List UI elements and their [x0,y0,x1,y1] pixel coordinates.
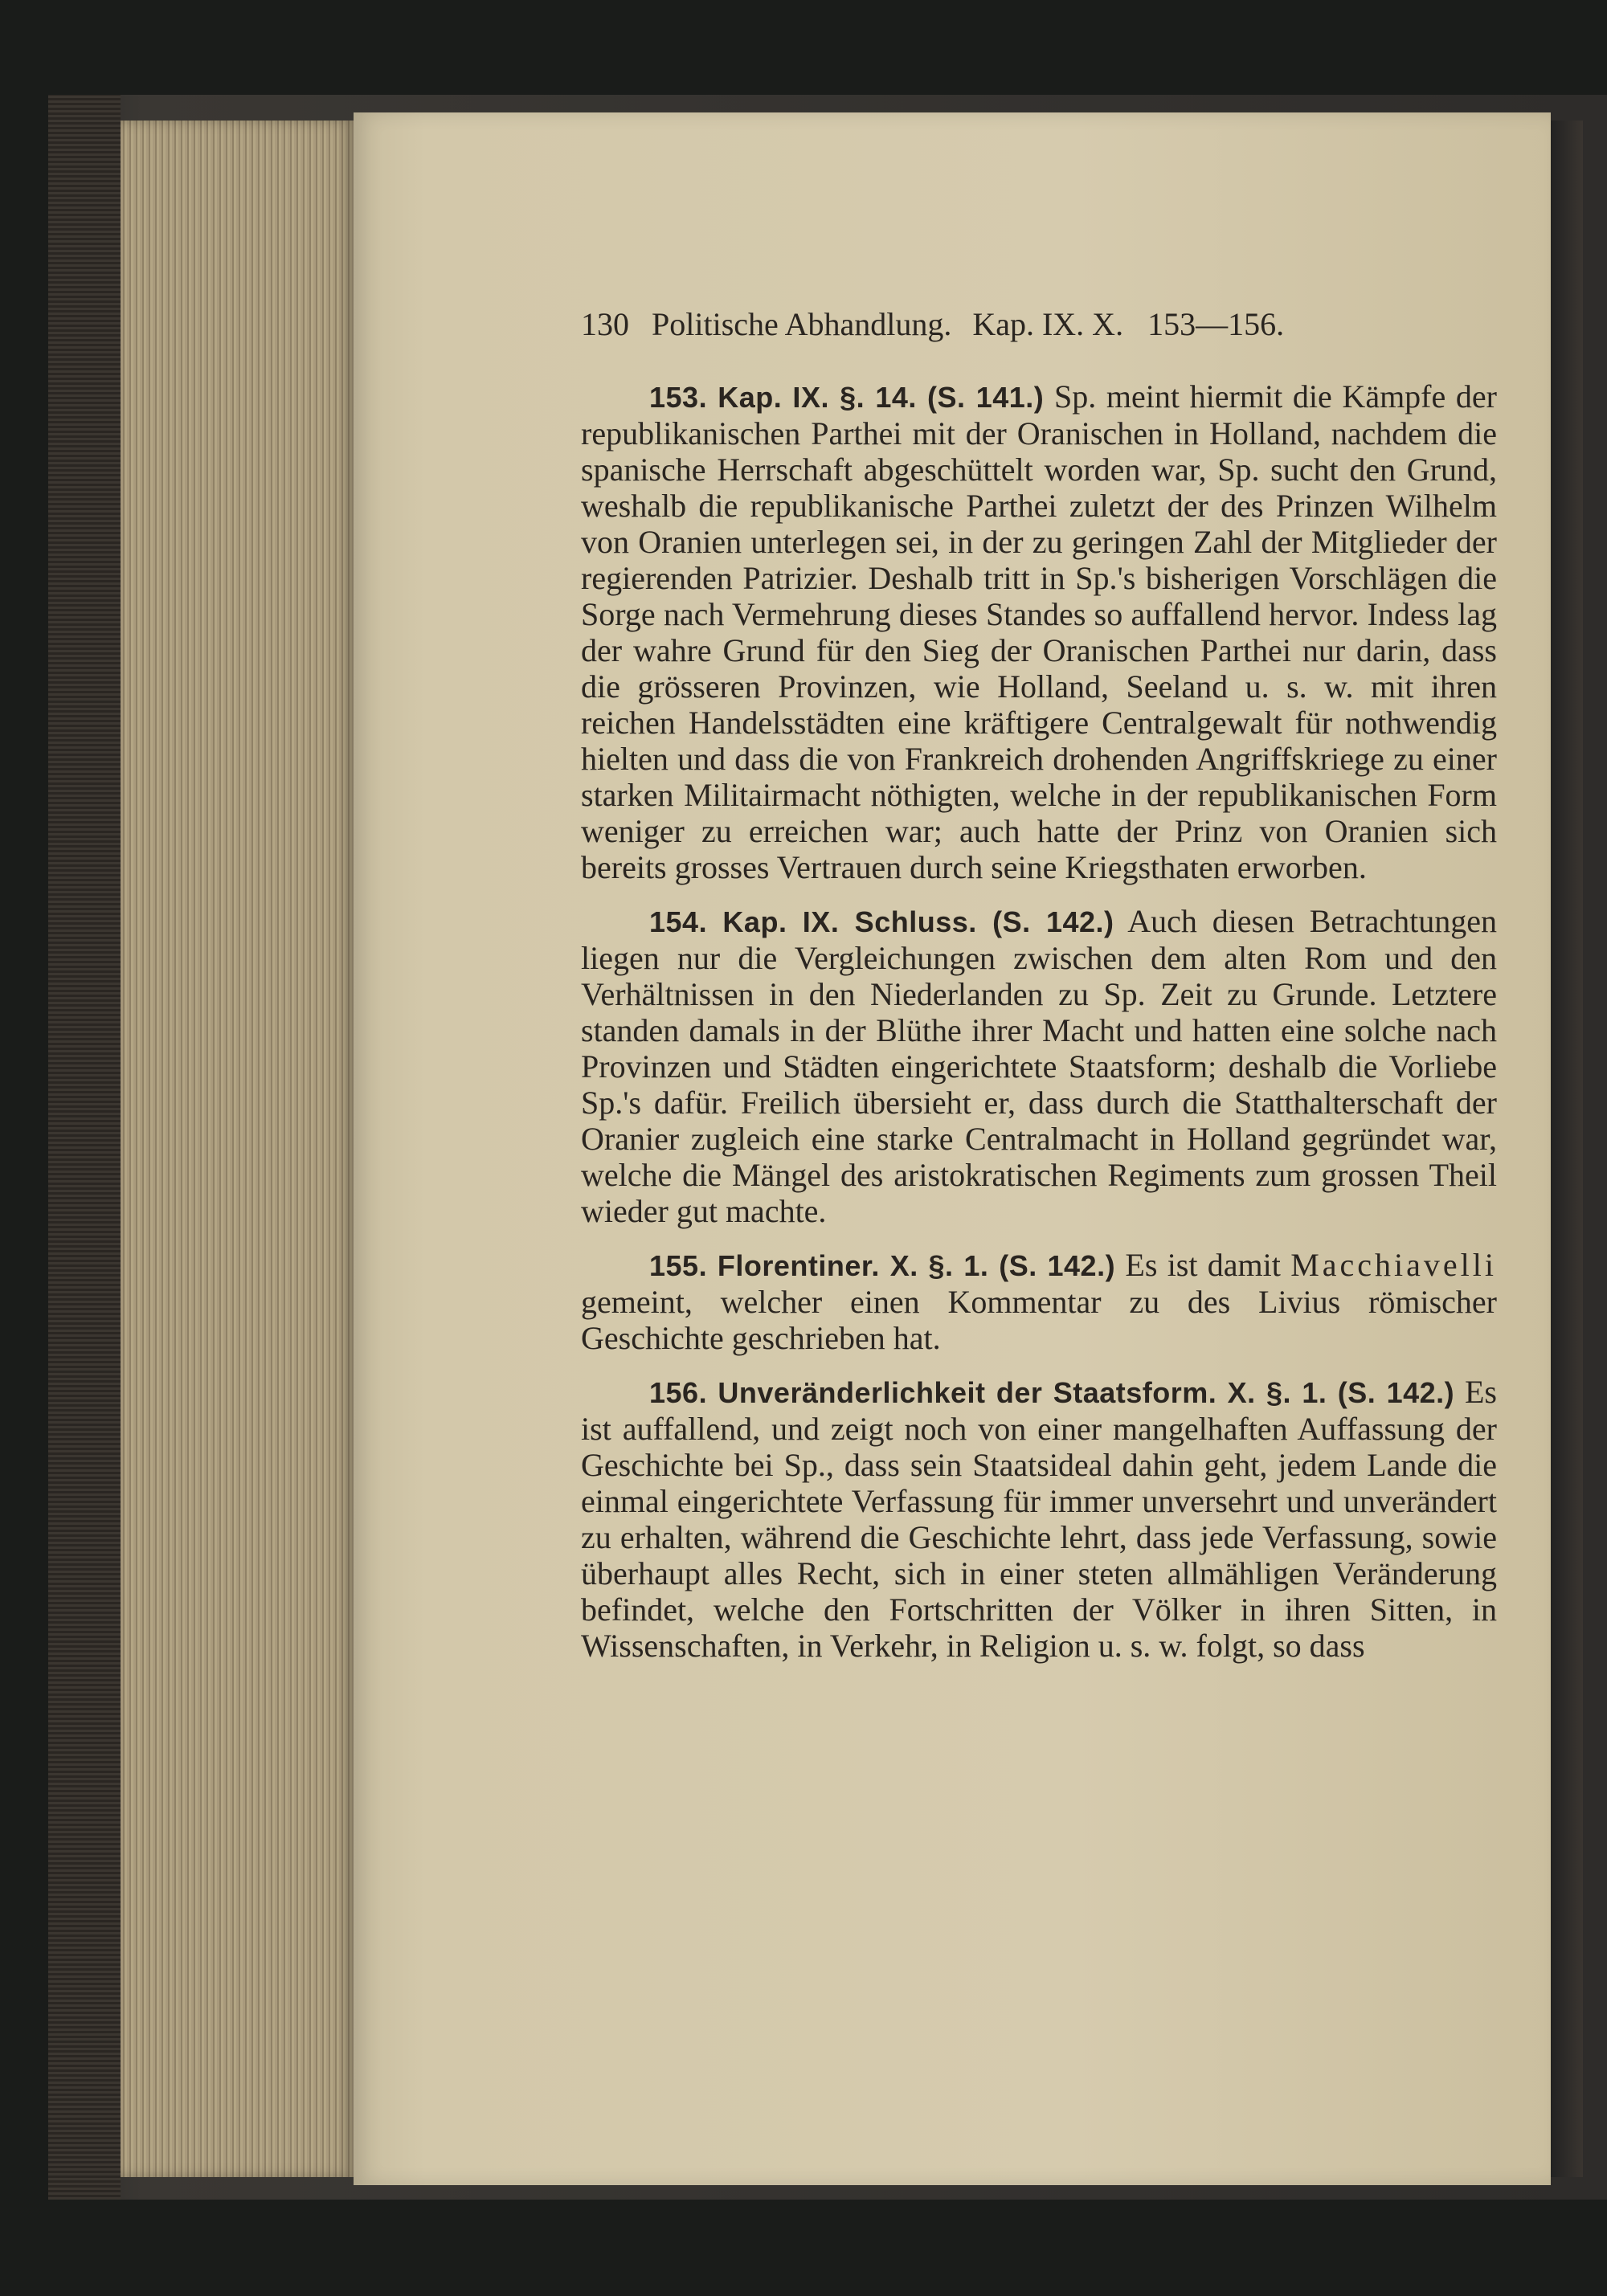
running-title: Politische Abhandlung. [652,306,952,342]
note-text: Es ist auffallend, und zeigt noch von einer mangelhaften Auffassung der Geschichte bei Sp., dass sein Staatsideal dahin geht, jedem Lande die einmal eingerichtete Verfassung für immer unversehrt und unverändert zu erhalten, während die Geschichte lehrt, dass jede Verfassung, sowie überhaupt alles Recht, sich in einer steten allmähligen Veränderung befindet, welche den Fortschritten der Völker in ihren Sitten, in Wissenschaften, in Verkehr, in Religion u. s. w. folgt, so dass [581,1374,1497,1664]
running-header [581,305,1497,343]
page-content [581,305,1497,1681]
page-number: 130 [581,306,629,342]
book-spine [48,95,121,2200]
spaced-name: Macchiavelli [1290,1247,1498,1283]
note-154 [581,903,1497,1229]
note-lead: 154. Kap. IX. Schluss. (S. 142.) [649,905,1114,938]
note-lead: 155. Florentiner. X. §. 1. (S. 142.) [649,1249,1116,1282]
note-155 [581,1247,1497,1356]
note-text: gemeint, welcher einen Kommentar zu des Livius römischer Geschichte geschrieben hat. [581,1284,1497,1356]
note-text: Sp. meint hiermit die Kämpfe der republikanischen Parthei mit der Oranischen in Holland, nachdem die spanische Herrschaft abgeschüttelt worden war, Sp. sucht den Grund, weshalb die republikanische Parthei zuletzt der des Prinzen Wilhelm von Oranien unterlegen sei, in der zu geringen Zahl der Mitglieder der regierenden Patrizier. Deshalb tritt in Sp.'s bisherigen Vorschlägen die Sorge nach Vermehrung dieses Standes so auffallend hervor. Indess lag der wahre Grund für den Sieg der Oranischen Parthei nur darin, dass die grösseren Provinzen, wie Holland, Seeland u. s. w. mit ihren reichen Handelsstädten eine kräftigere Centralgewalt für nothwendig hielten und dass die von Frankreich drohenden Angriffskriege zu einer starken Militairmacht nöthigten, welche in der republikanischen Form weniger zu erreichen war; auch hatte der Prinz von Oranien sich bereits grosses Vertrauen durch seine Kriegsthaten erworben. [581,378,1498,885]
note-lead: 153. Kap. IX. §. 14. (S. 141.) [649,381,1045,414]
page-edges [121,121,354,2177]
note-153 [581,378,1497,885]
note-lead: 156. Unveränderlichkeit der Staatsform. X. §. 1. (S. 142.) [649,1376,1455,1409]
running-chapter: Kap. IX. X. [972,306,1124,342]
note-text: Es ist damit [1125,1247,1281,1283]
facing-page-edge [1551,121,1583,2177]
note-range: 153—156. [1147,306,1285,342]
note-156 [581,1374,1497,1664]
note-text: Auch diesen Betrachtungen liegen nur die Vergleichungen zwischen dem alten Rom und den Verhältnissen in den Niederlanden zu Sp. Zeit zu Grunde. Letztere standen damals in der Blüthe ihrer Macht und hatten eine solche nach Provinzen und Städten eingerichtete Staatsform; deshalb die Vorliebe Sp.'s dafür. Freilich übersieht er, dass durch die Statthalterschaft der Oranier zugleich eine starke Centralmacht in Holland gegründet war, welche die Mängel des aristokratischen Regiments zum grossen Theil wieder gut machte. [581,903,1497,1229]
